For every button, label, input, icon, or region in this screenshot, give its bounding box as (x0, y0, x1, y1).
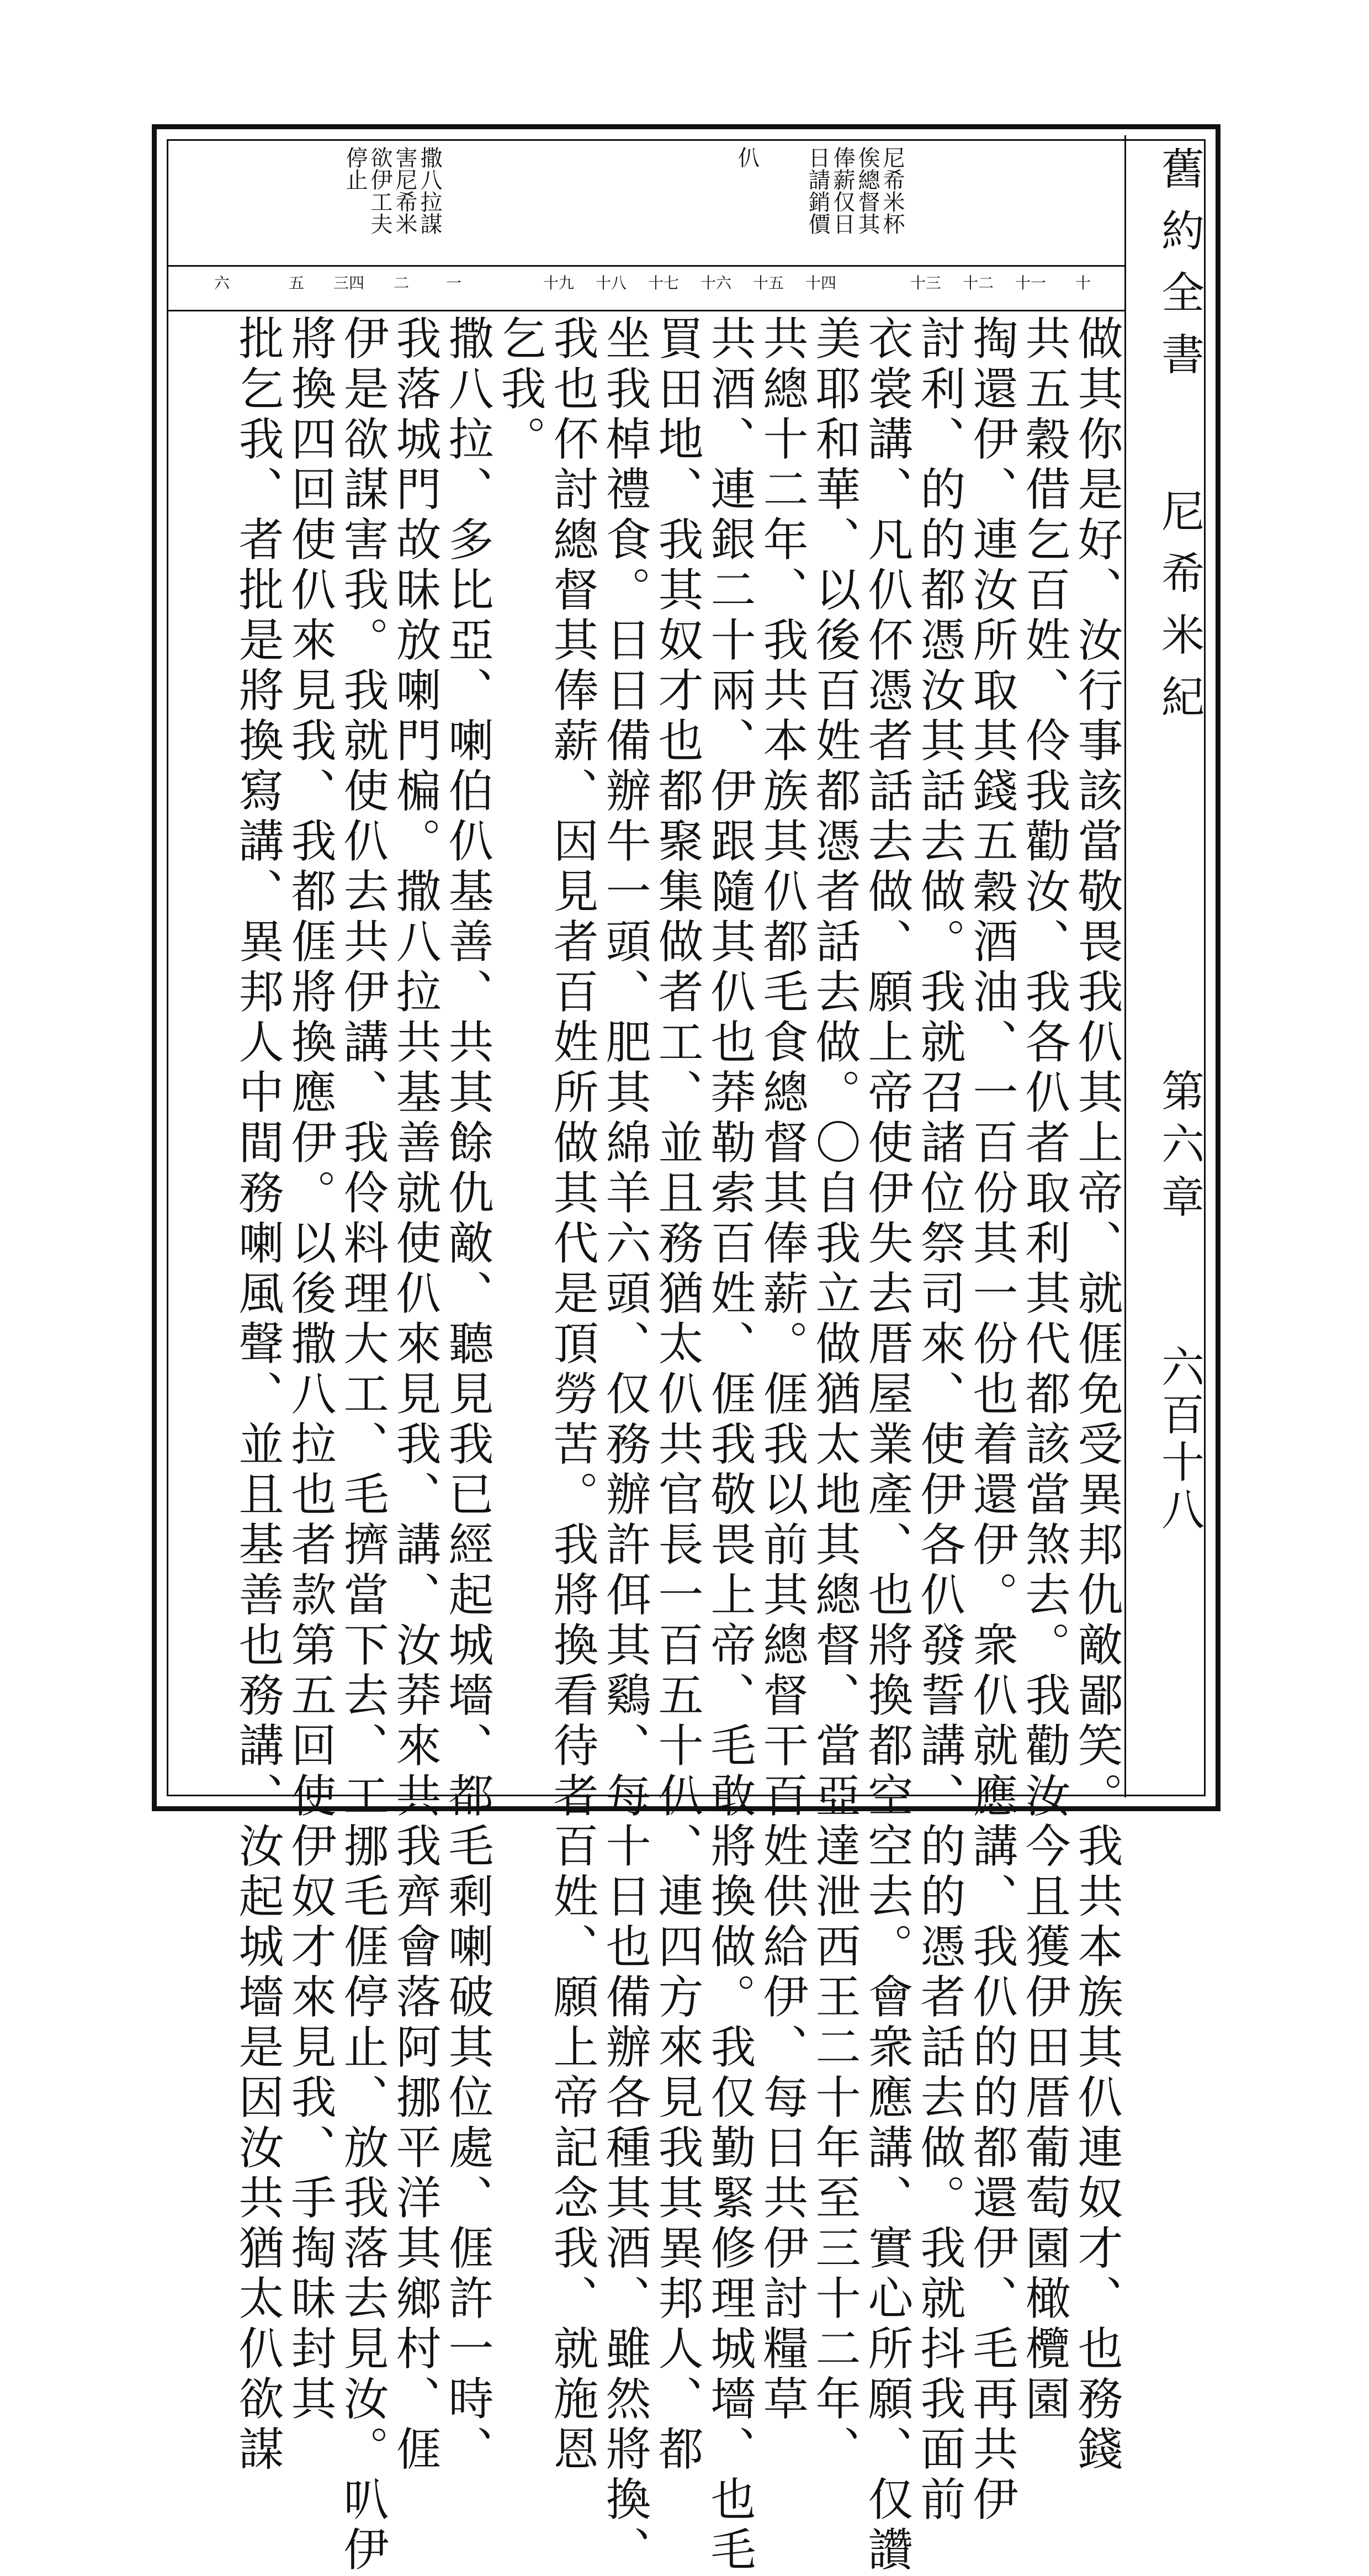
note: 仈 (734, 146, 760, 168)
text-column: 共五穀借乞百姓、伶我勸汝、我各仈者取利其代都該當煞去。我勸汝今且獲伊田厝葡萄園橄欖園 (1018, 315, 1070, 2425)
note: 俟總督其 (855, 146, 880, 235)
verse-number: 十二 (962, 274, 994, 292)
verse-number: 六 (214, 274, 230, 292)
note: 欲伊工夫 (367, 146, 392, 235)
text-column: 討利、的的都憑汝其話去做。我就召諸位祭司來、使伊各仈發誓講、的的憑者話去做。我就抖我面前 (913, 315, 965, 2526)
page-number: 六百十八 (1154, 1345, 1204, 1535)
verse-number: 三四 (333, 274, 364, 292)
verse-number: 十八 (595, 274, 627, 292)
note: 尼希米杯 (879, 146, 905, 235)
verse-number: 十 (1075, 274, 1091, 292)
note: 俸薪仅日 (830, 146, 855, 235)
book-title: 舊約全書 (1154, 146, 1204, 394)
verse-number: 一 (445, 274, 461, 292)
verse-number: 十三 (910, 274, 941, 292)
verse-number: 五 (288, 274, 304, 292)
verse-number: 十九 (543, 274, 574, 292)
note: 日請銷價 (805, 146, 830, 235)
text-column: 伊是欲謀害我。我就使仈去共伊講、我伶料理大工、毛擠當下去、工挪毛𠊎停止、放我落去見汝。叭伊 (336, 315, 389, 2576)
verse-number: 十六 (700, 274, 731, 292)
text-column: 掏還伊、連汝所取其錢五穀酒油、一百份其一份也着還伊。衆仈就應講、我仈的的都還伊、毛再共伊 (965, 315, 1018, 2526)
text-column: 撒八拉、多比亞、喇伯仈基善、共其餘仇敵、聽見我已經起城墻、都毛剩喇破其位處、𠊎許一時、 (441, 315, 494, 2476)
text-column: 衣裳講、凡仈伓憑者話去做、願上帝使伊失去厝屋業產、也將換都空空去。會衆應講、實心所願、仅讚 (861, 315, 913, 2576)
section-title: 尼希米紀 (1154, 489, 1204, 736)
verse-number: 二 (393, 274, 409, 292)
text-column: 坐我棹禮食。日日備辦牛一頭、肥其綿羊六頭、仅務辦許佴其鷄、每十日也備辦各種其酒、雖然將換、 (598, 315, 651, 2576)
verse-number: 十一 (1015, 274, 1046, 292)
running-header (1124, 135, 1209, 1797)
text-column: 批乞我、者批是將換寫講、異邦人中間務喇風聲、並且基善也務講、汝起城墻是因汝共猶太仈欲謀 (231, 315, 284, 2476)
text-column: 將換四回使仈來見我、我都𠊎將換應伊。以後撒八拉也者款第五回使伊奴才來見我、手掏昧封其 (284, 315, 336, 2425)
text-column: 我落城門故昧放喇門楄。撒八拉共基善就使仈來見我、講、汝莽來共我齊會落阿挪平洋其鄉村、𠊎 (389, 315, 441, 2476)
verse-number: 十四 (805, 274, 836, 292)
text-column: 美耶和華、以後百姓都憑者話去做。〇自我立做猶太地其總督、當亞達泄西王二十年至三十二年、 (808, 315, 861, 2476)
text-column: 買田地、我其奴才也都聚集做者工、並且務猶太仈共官長一百五十仈、連四方來見我其異邦人、都 (651, 315, 703, 2476)
verse-number: 十七 (648, 274, 679, 292)
text-column: 乞我。 (494, 315, 546, 466)
text-column: 我也伓討總督其俸薪、因見者百姓所做其代是頂勞苦。我將換看待者百姓、願上帝記念我、就施恩 (546, 315, 598, 2476)
verse-number-row (167, 267, 1126, 311)
note: 害尼希米 (392, 146, 417, 235)
verse-number: 十五 (752, 274, 784, 292)
marginal-notes (167, 135, 1126, 267)
main-text (167, 315, 1126, 2576)
text-column: 做其你是好、汝行事該當敬畏我仈其上帝、就𠊎免受異邦仇敵鄙笑。我共本族其仈連奴才、也務錢 (1070, 315, 1123, 2476)
chapter-title: 第六章 (1154, 1069, 1204, 1228)
note: 停止 (342, 146, 368, 191)
note: 撒八拉謀 (417, 146, 442, 235)
text-column: 共酒、連銀二十兩、伊跟隨其仈也莽勒索百姓、𠊎我敬畏上帝、毛敢將換做。我仅勤緊修理城墻、也毛 (703, 315, 756, 2576)
text-column: 共總十二年、我共本族其仈都毛食總督其俸薪。𠊎我以前其總督干百姓供給伊、每日共伊討糧草 (756, 315, 808, 2425)
